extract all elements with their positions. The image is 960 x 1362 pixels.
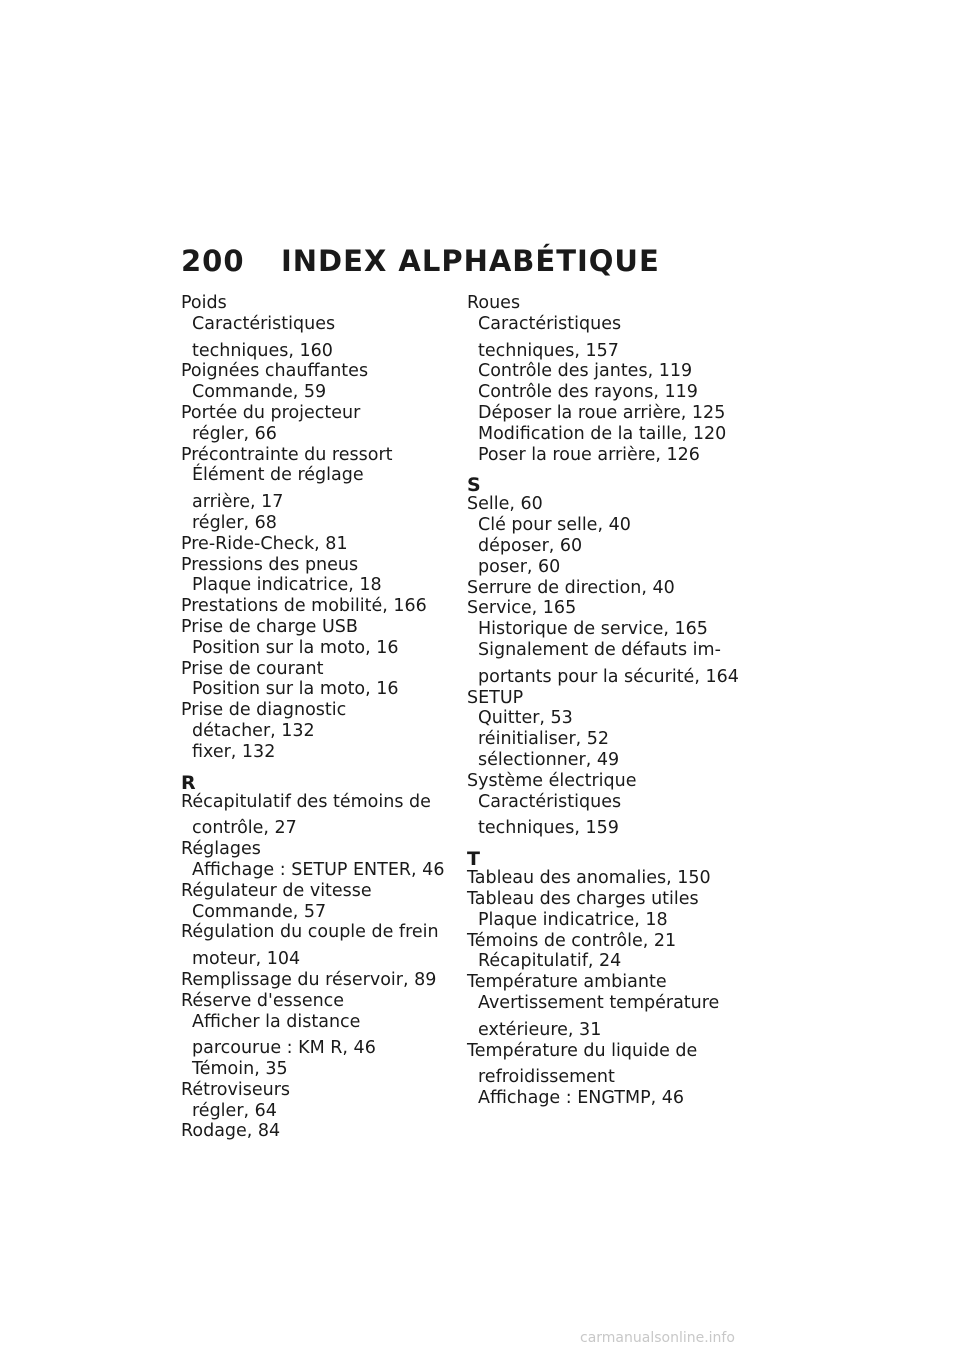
index-entry: Réserve d'essence (181, 990, 345, 1011)
index-entry: Système électrique (467, 770, 637, 791)
index-column-right (467, 293, 757, 1109)
index-subentry: régler, 68 (192, 512, 277, 533)
index-entry: Selle, 60 (467, 494, 543, 515)
index-subentry: Plaque indicatrice, 18 (478, 909, 668, 930)
index-subentry: Historique de service, 165 (478, 619, 708, 640)
index-subentry: Récapitulatif, 24 (478, 951, 622, 972)
index-subentry: Poser la roue arrière, 126 (478, 444, 700, 465)
index-subentry: fixer, 132 (192, 741, 276, 762)
index-continuation: moteur, 104 (192, 949, 301, 970)
index-entry: Régulateur de vitesse (181, 880, 372, 901)
index-continuation: techniques, 157 (478, 340, 619, 361)
index-entry: Précontrainte du ressort (181, 444, 393, 465)
index-entry: Pressions des pneus (181, 554, 359, 575)
index-subentry: régler, 66 (192, 423, 277, 444)
index-entry: Rodage, 84 (181, 1121, 281, 1142)
index-entry: Prise de charge USB (181, 616, 358, 637)
index-continuation: parcourue : KM R, 46 (192, 1038, 376, 1059)
index-subentry: Caractéristiques (478, 313, 622, 334)
index-subentry: Commande, 57 (192, 901, 327, 922)
index-entry: Pre-Ride-Check, 81 (181, 533, 348, 554)
index-subentry: déposer, 60 (478, 535, 583, 556)
index-entry: SETUP (467, 687, 524, 708)
index-subentry: Signalement de défauts im- (478, 639, 721, 660)
index-subentry: détacher, 132 (192, 720, 315, 741)
index-subentry: Position sur la moto, 16 (192, 637, 399, 658)
index-subentry: Clé pour selle, 40 (478, 515, 631, 536)
index-entry: Poignées chauffantes (181, 361, 369, 382)
index-entry: Remplissage du réservoir, 89 (181, 969, 437, 990)
index-subentry: Caractéristiques (478, 791, 622, 812)
index-subentry: Affichage : ENGTMP, 46 (478, 1088, 685, 1109)
page-number: 200 (181, 244, 245, 278)
index-subentry: sélectionner, 49 (478, 749, 620, 770)
index-continuation: extérieure, 31 (478, 1019, 602, 1040)
index-subentry: Afficher la distance (192, 1011, 361, 1032)
index-entry: Récapitulatif des témoins de (181, 791, 431, 812)
index-subentry: Position sur la moto, 16 (192, 679, 399, 700)
index-subentry: Avertissement température (478, 992, 720, 1013)
index-entry: Prise de diagnostic (181, 700, 347, 721)
index-entry: Réglages (181, 839, 261, 860)
index-subentry: Plaque indicatrice, 18 (192, 575, 382, 596)
index-continuation: techniques, 160 (192, 340, 333, 361)
index-continuation: arrière, 17 (192, 492, 284, 513)
index-entry: Tableau des anomalies, 150 (467, 868, 711, 889)
index-subentry: Quitter, 53 (478, 708, 573, 729)
index-subentry: Caractéristiques (192, 313, 336, 334)
index-subentry: poser, 60 (478, 556, 561, 577)
index-subentry: Affichage : SETUP ENTER, 46 (192, 859, 445, 880)
index-continuation: portants pour la sécurité, 164 (478, 666, 739, 687)
page-title: INDEX ALPHABÉTIQUE (281, 244, 660, 278)
index-entry: Service, 165 (467, 598, 577, 619)
index-entry: Rétroviseurs (181, 1079, 291, 1100)
section-letter: S (467, 474, 481, 497)
index-entry: Température ambiante (467, 972, 667, 993)
index-subentry: régler, 64 (192, 1100, 277, 1121)
index-subentry: Modification de la taille, 120 (478, 423, 727, 444)
index-subentry: Élément de réglage (192, 465, 364, 486)
index-subentry: Contrôle des jantes, 119 (478, 361, 693, 382)
index-entry: Serrure de direction, 40 (467, 577, 675, 598)
index-entry: Portée du projecteur (181, 402, 361, 423)
index-column-left (181, 293, 471, 1142)
index-subentry: Commande, 59 (192, 382, 327, 403)
section-letter: R (181, 771, 196, 794)
section-letter: T (467, 848, 480, 871)
index-entry: Prestations de mobilité, 166 (181, 596, 427, 617)
index-entry: Roues (467, 293, 521, 313)
index-subentry: Témoin, 35 (192, 1059, 288, 1080)
index-entry: Témoins de contrôle, 21 (467, 930, 677, 951)
index-continuation: contrôle, 27 (192, 818, 297, 839)
page-header (181, 244, 660, 278)
index-entry: Prise de courant (181, 658, 324, 679)
watermark: carmanualsonline.info (580, 1330, 735, 1346)
index-subentry: réinitialiser, 52 (478, 729, 610, 750)
index-entry: Régulation du couple de frein (181, 922, 439, 943)
index-subentry: Contrôle des rayons, 119 (478, 382, 698, 403)
index-continuation: refroidissement (478, 1067, 615, 1088)
index-entry: Poids (181, 293, 227, 313)
index-subentry: Déposer la roue arrière, 125 (478, 402, 726, 423)
index-continuation: techniques, 159 (478, 818, 619, 839)
index-entry: Température du liquide de (467, 1040, 698, 1061)
index-entry: Tableau des charges utiles (467, 888, 699, 909)
